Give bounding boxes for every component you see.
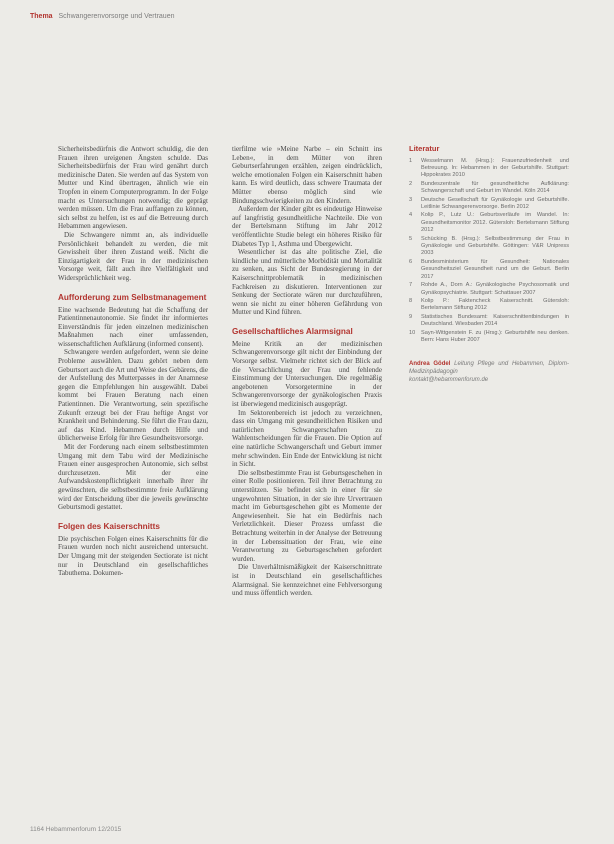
reference-item: 6 Bundesministerium für Gesundheit: Nationales Gesundheitsziel Gesundheit rund um die Geburt. Berlin 2017: [409, 258, 569, 280]
text-column-2: [232, 145, 382, 598]
section-subtitle: Schwangerenvorsorge und Vertrauen: [58, 13, 175, 20]
reference-item: 1 Wesselmann M. (Hrsg.): Frauenzufriedenheit und Betreuung. In: Hebammen in der Geburtshilfe. Stuttgart: Hippokrates 2010: [409, 157, 569, 179]
reference-list: [409, 158, 569, 345]
section-label: Thema: [30, 13, 53, 20]
reference-item: 7 Rohde A., Dorn A.: Gynäkologische Psychosomatik und Gynäkopsychiatrie. Stuttgart: Schattauer 2007: [409, 282, 569, 296]
paragraph: Die psychischen Folgen eines Kaiserschnitts für die Frauen wurden noch nicht ausreichend untersucht. Der Umgang mit der steigenden Sectiorate ist nicht nur in Deutschland ein gesellschaftliches Tabuthema. Dokumen-: [58, 534, 208, 578]
reference-item: 2 Bundeszentrale für gesundheitliche Aufklärung: Schwangerschaft und Geburt im Wandel. Köln 2014: [409, 180, 569, 195]
author-info: Leitung Pflege und Hebammen, Diplom-Medizinpädagogin: [409, 361, 570, 376]
paragraph: Eine wachsende Bedeutung hat die Schaffung der Patientinnenautonomie. Sie findet ihr informiertes Einverständnis für jeden einzelnen medizinischen Maßnahmen nach einer umfassenden, wissenschaftlichen Aufklärung (informed consent).: [58, 305, 208, 348]
paragraph: Wesentlicher ist das alte politische Ziel, die kindliche und mütterliche Morbidität und Mortalität zu senken, aus Sicht der Bundesregierung in der Kaiserschnittproblematik in medizinischen Fachkreisen zu diskutieren. Interventionen zur Senkung der Sectiorate wären nur durchzuführen, wenn sie nicht zu einer höheren Gefährdung von Mutter und Kind führen.: [232, 248, 382, 317]
author-contact[interactable]: kontakt@hebammenforum.de: [409, 377, 489, 384]
page-header: [30, 13, 594, 20]
reference-item: 5 Schücking B. (Hrsg.): Selbstbestimmung der Frau in Gynäkologie und Geburtshilfe. Göttingen: V&R Unipress 2003: [409, 235, 569, 257]
text-column-1: [58, 145, 208, 578]
paragraph: Die Schwangere nimmt an, als individuelle Persönlichkeit behandelt zu werden, die mit Gewissheit über ihren Zustand weiß. Nicht die Einzigartigkeit der Frau in der medizinischen Vorsorge weit, fällt auch ihre Vielfältigkeit und Widersprüchlichkeit weg.: [58, 230, 208, 282]
paragraph: Die Unverhältnismäßigkeit der Kaiserschnittrate ist in Deutschland ein gesellschaftliches Alarmsignal. Sie kennzeichnet eine Fehlversorgung und muss öffentlich werden.: [232, 563, 382, 598]
page-footer: 1164 Hebammenforum 12/2015: [30, 826, 122, 833]
section-heading: Gesellschaftliches Alarmsignal: [232, 326, 353, 336]
paragraph: Meine Kritik an der medizinischen Schwangerenvorsorge gilt nicht der Einbindung der Vorsorge selbst. Vielmehr richtet sich der Blick auf die Versachlichung der Frau und fehlende Einstimmung der Untersuchungen. Die regelmäßig angebotenen Vorsorgetermine in der Schwangerenvorsorge der gynäkologischen Praxis ist überwiegend medizinisch ausgeprägt.: [232, 339, 382, 409]
reference-item: 3 Deutsche Gesellschaft für Gynäkologie und Geburtshilfe. Leitlinie Schwangerenvorsorge. Berlin 2012: [409, 196, 569, 211]
reference-item: 9 Statistisches Bundesamt: Kaiserschnittentbindungen in Deutschland. Wiesbaden 2014: [409, 313, 569, 328]
reference-item: 8 Kolip P.: Faktencheck Kaiserschnitt. Gütersloh: Bertelsmann Stiftung 2012: [409, 297, 569, 312]
reference-item: 4 Kolip P., Lutz U.: Geburtsverläufe im Wandel. In: Gesundheitsmonitor 2012. Gütersloh: Bertelsmann Stiftung 2012: [409, 212, 569, 234]
paragraph: tierfilme wie »Meine Narbe – ein Schnitt ins Leben«, in dem Mütter von ihren Geburtserfahrungen erzählen, zeigen eindrücklich, welche emotionalen Folgen ein Kaiserschnitt haben kann. Es wird deutlich, dass schwere Traumata der Mütter ebenso möglich sind wie Bindungsschwierigkeiten zu den Kindern.: [232, 145, 382, 205]
paragraph: Außerdem der Kinder gibt es eindeutige Hinweise auf langfristig gesundheitliche Nachteile. Die von der Bertelsmann Stiftung im Jahr 2012 veröffentlichte Studie belegt ein höheres Risiko für Diabetes Typ 1, Asthma und Übergewicht.: [232, 205, 382, 248]
literature-title: Literatur: [409, 144, 440, 153]
reference-item: 10 Sayn-Wittgenstein F. zu (Hrsg.): Geburtshilfe neu denken. Bern: Hans Huber 2007: [409, 329, 569, 343]
author-box: [409, 360, 569, 384]
paragraph: Mit der Forderung nach einem selbstbestimmten Umgang mit dem Tabu wird der Medizinische Frauen einer ausgesprochen Autonomie, sich selbst durchzusetzen. Mit der eine Aufwandskostenpflichtigkeit innerhalb ihrer ihr gewünschten, die selbstbestimmte freie Aufklärung wird der Entscheidung über die jeweils gewünschte Geburtsmodi gestattet.: [58, 443, 208, 512]
paragraph: Sicherheitsbedürfnis die Antwort schuldig, die den Frauen ihren ureigenen Ängsten schulde. Das Sicherheitsbedürfnis der Frau wird genährt durch medizinische Daten. Sie werden auf das System von Mutter und Kind übertragen, ähnlich wie ein Tropfen in einem Computerprogramm. In der Folge macht es Untersuchungen notwendig; die geprägt werden müssen. Um die Frau auffangen zu können, sich selbst zu helfen, ist es auf die Betreuung durch Hebammen angewiesen.: [58, 145, 208, 231]
section-heading: Folgen des Kaiserschnitts: [58, 521, 160, 531]
literature-column: [409, 145, 569, 384]
paragraph: Schwangere werden aufgefordert, wenn sie deine Probleme auswählen. Dazu gehört neben dem Geburtsort auch die Art und Weise des Gebärens, die der Aufstellung des Mutterpasses in der Anamnese gegen die Empfehlungen hin ausgewählt. Dabei kommt bei Frauen Beratung nach einen Patientinnen. Die Verantwortung, sein spezifische Zukunft erzeugt bei der Frau heftige Angst vor Krankheit und Behinderung. Sie führt die Frau dazu, auf das Kind. Hebammen durch Hilfe und üblicherweise Erfolg für ihre Gesundheitsvorsorge.: [58, 348, 208, 443]
author-name: Andrea Gödel: [409, 361, 451, 368]
paragraph: Im Sektorenbereich ist jedoch zu verzeichnen, dass ein Umgang mit gesundheitlichen Risiken und natürlichen Schwangerschaften zu Wahlentscheidungen für die Frauen. Die Option auf eine natürliche Schwangerschaft und Geburt immer mehr schwinden. Ein Ende der Entwicklung ist nicht in Sicht.: [232, 408, 382, 469]
section-heading: Aufforderung zum Selbstmanagement: [58, 292, 207, 302]
paragraph: Die selbstbestimmte Frau ist Geburtsgeschehen in einer Rolle positionieren. Teil ihrer Betrachtung zu unterstützen. Sie befindet sich in einer für sie ungewohnten Situation, in der sie ihre Urvertrauen macht im Geburtsgeschehen gibt es Momente der Angewiesenheit. Sie hat ein Bedürfnis nach Verletzlichkeit. Dieser Prozess umfasst die Betrachtung weiterhin in der Analyse der Betreuung in der Lebenssituation der Frau, wie eine Verantwortung zu Geburtsgeschehen gefordert wurden.: [232, 468, 382, 563]
